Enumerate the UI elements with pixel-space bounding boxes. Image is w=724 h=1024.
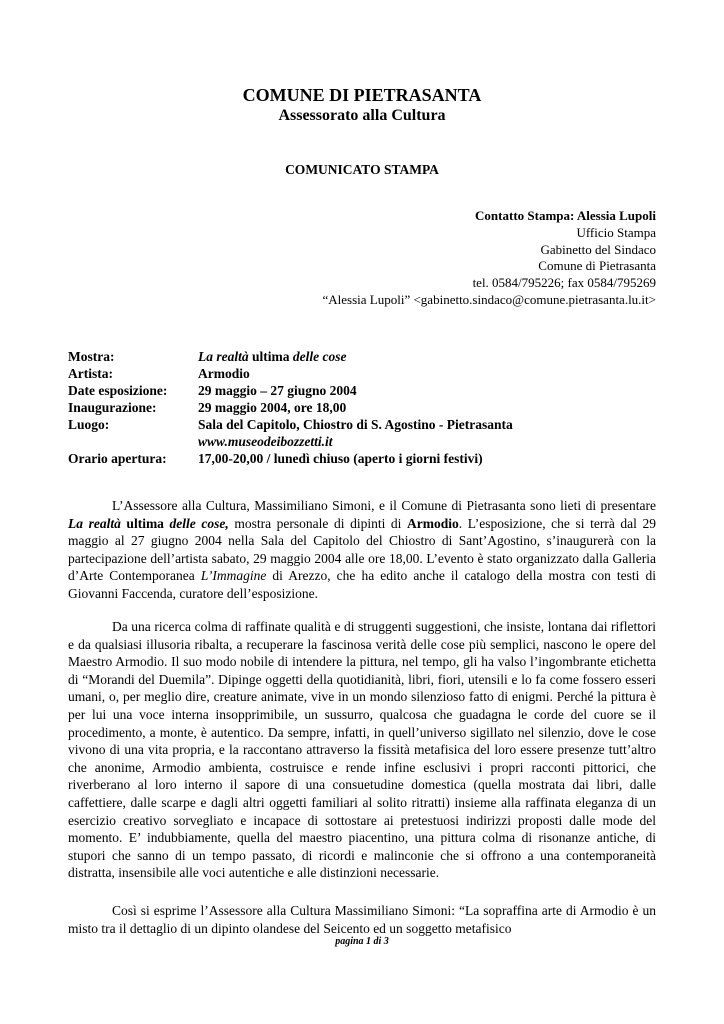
contact-lead: Contatto Stampa: Alessia Lupoli: [475, 208, 656, 223]
info-row-website: [68, 433, 513, 450]
page-title: COMUNE DI PIETRASANTA: [242, 85, 482, 105]
contact-email: “Alessia Lupoli” <gabinetto.sindaco@comune.pietrasanta.lu.it>: [322, 291, 656, 307]
exhibition-info: [68, 348, 513, 467]
info-value: 17,00-20,00 / lunedì chiuso (aperto i giorni festivi): [198, 451, 483, 466]
exhibition-title: delle cose,: [169, 515, 229, 531]
info-value: 29 maggio 2004, ore 18,00: [198, 400, 347, 415]
info-row-artista: [68, 365, 513, 382]
info-row-orario: [68, 450, 513, 467]
website-link[interactable]: www.museodeibozzetti.it: [198, 434, 333, 449]
info-row-luogo: [68, 416, 513, 433]
contact-municipality: Comune di Pietrasanta: [538, 258, 656, 274]
press-release-heading: COMUNICATO STAMPA: [285, 162, 439, 177]
exhibition-title: La realtà: [68, 515, 121, 531]
contact-block: [323, 208, 657, 309]
info-label: Date esposizione:: [68, 383, 168, 398]
info-row-date: [68, 382, 513, 399]
page-number: pagina 1 di 3: [335, 936, 389, 947]
gallery-name: L’Immagine: [200, 568, 267, 584]
paragraph-description: Da una ricerca colma di raffinate qualità e di struggenti suggestioni, che insiste, lontana dai riflettori e da qualsiasi illusoria ribalta, a recuperare la fascinosa verità delle cose più semplici, nascono le opere del Maestro Armodio. Il suo modo nobile di intendere la pittura, nel tempo, gli ha valso l’ingombrante etichetta di “Morandi del Duemila”. Dipinge oggetti della quotidianità, libri, fiori, utensili e lo fa come fossero esseri umani, o, per meglio dire, creature animate, vive in un mondo silenzioso fatto di enigmi. Perché la pittura è per lui una voce interna insopprimibile, un sussurro, qualcosa che guadagna le corde del cuore se il procedimento, a monte, è autentico. Da sempre, infatti, in quell’universo sigillato nel silenzio, dove le cose vivono di una vita propria, e la raccontano attraverso la fissità metafisica del loro essere presenze tutt’altro che anonime, Armodio ambienta, costruisce e rende infine esclusivi i propri racconti pittorici, che riverberano al loro interno il sapore di una consuetudine domestica (quella mostrata dai libri, dalle caffettiere, dalle scarpe e dagli altri oggetti familiari al solito ritratti) insieme alla raffinata eleganza di un esercizio creativo sorvegliato e incapace di sottostare ai pretestuosi indirizzi proposti dalle mode del momento. E’ indubbiamente, quella del maestro piacentino, una pittura colma di risonanze antiche, di stupori che sanno di un tempo passato, di ricordi e malinconie che si offrono a una contemporaneità distratta, insensibile alle voci autentiche e alle distinzioni necessarie.: [68, 619, 656, 881]
info-label: Luogo:: [68, 417, 110, 432]
paragraph-quote: Così si esprime l’Assessore alla Cultura Massimiliano Simoni: “La sopraffina arte di Armodio è un misto tra il dettaglio di un dipinto olandese del Seicento ed un soggetto metafisico: [68, 903, 656, 936]
info-value: 29 maggio – 27 giugno 2004: [198, 383, 357, 398]
mostra-title-part: ultima: [248, 349, 293, 364]
contact-cabinet: Gabinetto del Sindaco: [540, 241, 656, 257]
page-subtitle: Assessorato alla Cultura: [278, 107, 446, 124]
info-value: Sala del Capitolo, Chiostro di S. Agostino - Pietrasanta: [198, 417, 513, 432]
info-row-mostra: [68, 348, 513, 365]
info-value: Armodio: [198, 366, 250, 381]
info-label: Mostra:: [68, 349, 115, 364]
info-value: [198, 348, 347, 365]
contact-office: Ufficio Stampa: [576, 224, 656, 240]
artist-name: Armodio: [407, 515, 459, 531]
info-label: Orario apertura:: [68, 451, 167, 466]
info-label: Inaugurazione:: [68, 400, 157, 415]
info-label: Artista:: [68, 366, 113, 381]
paragraph-intro: L’Assessore alla Cultura, Massimiliano Simoni, e il Comune di Pietrasanta sono lieti di presentare La realtà ultima delle cose, mostra personale di dipinti di Armodio. L’esposizione, che si terrà dal 29 maggio al 27 giugno 2004 nella Sala del Capitolo del Chiostro di Sant’Agostino, s’inaugurerà con la partecipazione dell’artista sabato, 29 maggio 2004 alle ore 18,00. L’evento è stato organizzato dalla Galleria d’Arte Contemporanea L’Immagine di Arezzo, che ha edito anche il catalogo della mostra con testi di Giovanni Faccenda, curatore dell’esposizione.: [68, 498, 656, 601]
mostra-title-part: La realtà: [198, 349, 249, 364]
contact-phone: tel. 0584/795226; fax 0584/795269: [472, 275, 656, 291]
mostra-title-part: delle cose: [292, 349, 347, 364]
info-row-inaugurazione: [68, 399, 513, 416]
exhibition-title: ultima: [120, 515, 170, 531]
